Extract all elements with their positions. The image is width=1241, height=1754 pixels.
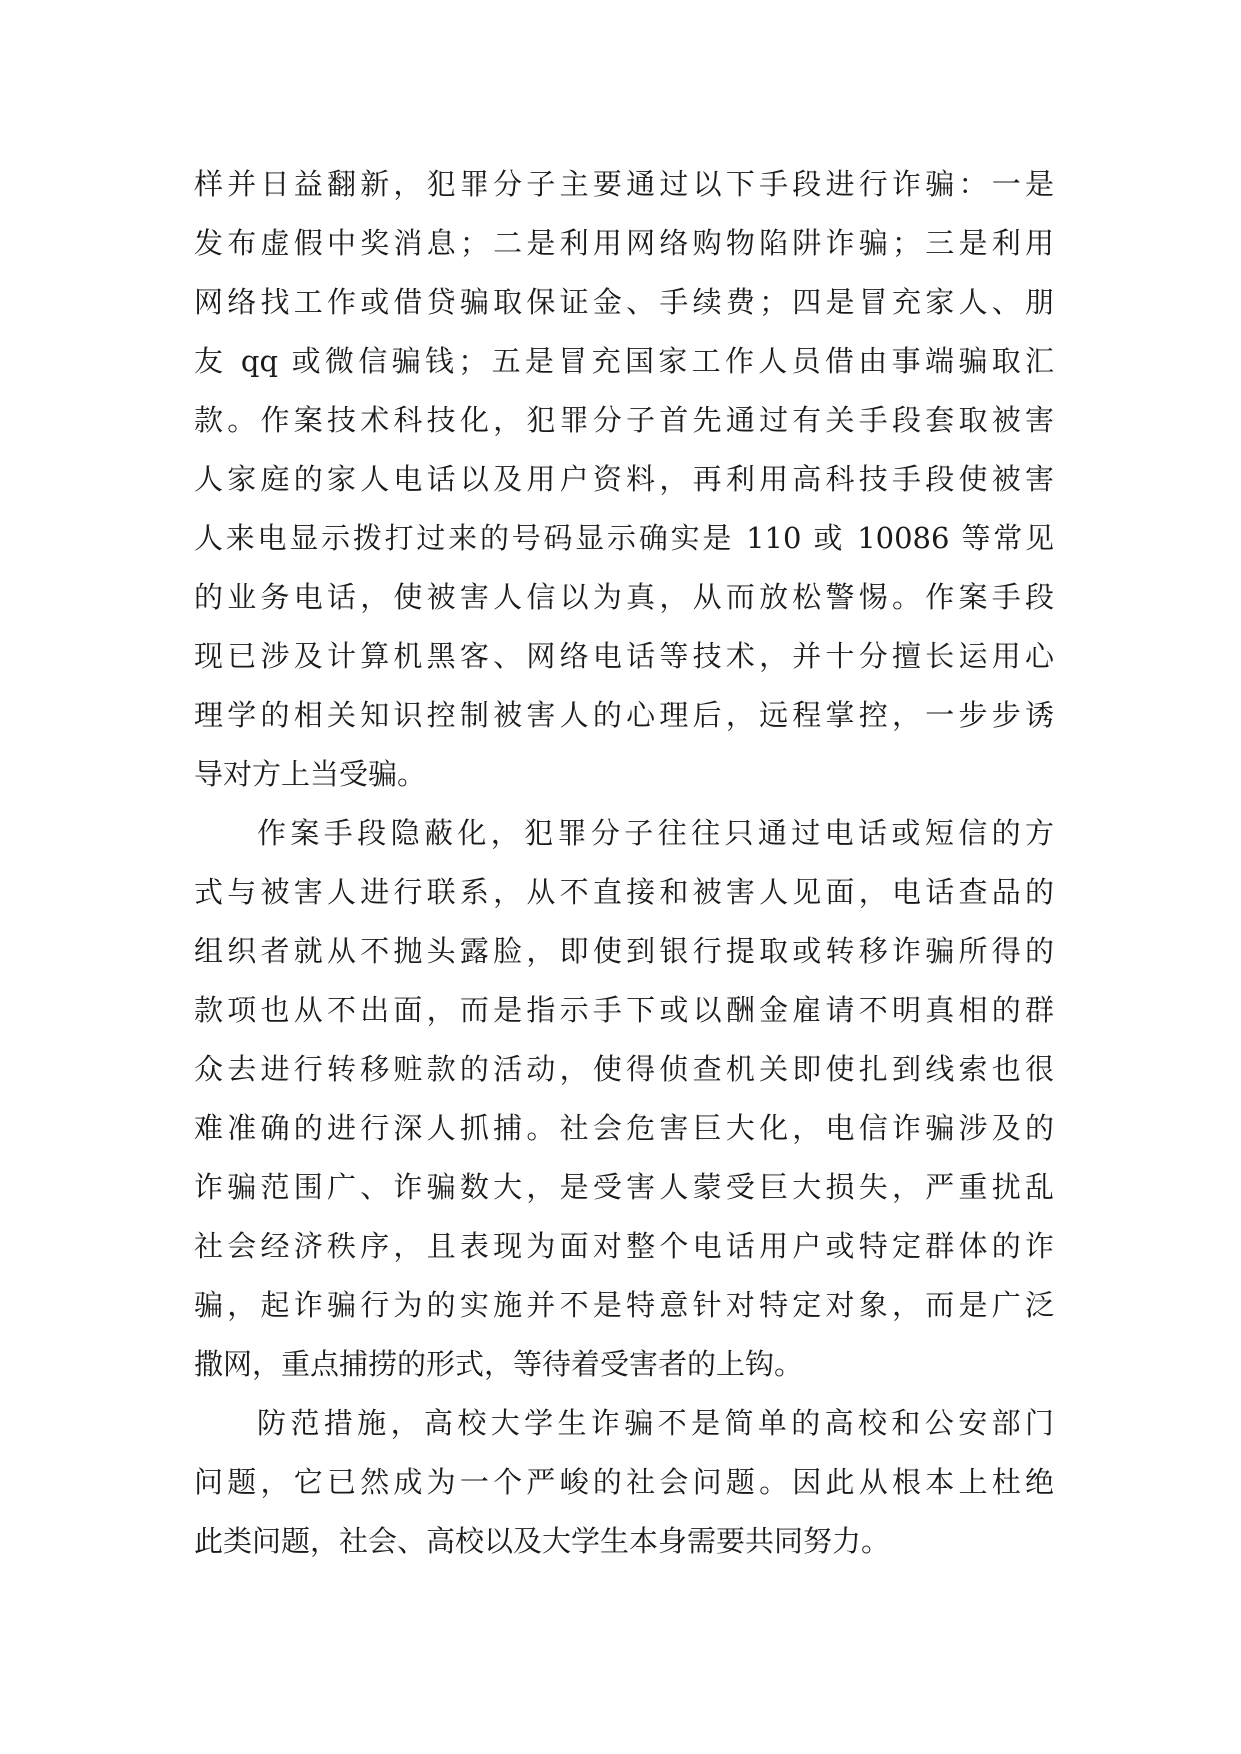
paragraph-1 — [194, 155, 1054, 804]
text-line: 难准确的进行深人抓捕。社会危害巨大化，电信诈骗涉及的 — [194, 1111, 1054, 1145]
text-line: 人家庭的家人电话以及用户资料，再利用高科技手段使被害 — [194, 462, 1054, 496]
paragraph-2 — [194, 804, 1054, 1394]
text-line: 诈骗范围广、诈骗数大，是受害人蒙受巨大损失，严重扰乱 — [194, 1170, 1054, 1204]
text-line: 款。作案技术科技化，犯罪分子首先通过有关手段套取被害 — [194, 403, 1054, 437]
text-line: 发布虚假中奖消息；二是利用网络购物陷阱诈骗；三是利用 — [194, 226, 1054, 260]
text-line: 人来电显示拨打过来的号码显示确实是 110 或 10086 等常见 — [194, 521, 1054, 555]
text-line: 作案手段隐蔽化，犯罪分子往往只通过电话或短信的方 — [257, 816, 1054, 850]
text-line: 款项也从不出面，而是指示手下或以酬金雇请不明真相的群 — [194, 993, 1054, 1027]
text-line: 样并日益翻新，犯罪分子主要通过以下手段进行诈骗：一是 — [194, 167, 1054, 201]
text-line: 导对方上当受骗。 — [194, 757, 427, 791]
text-line: 撒网，重点捕捞的形式，等待着受害者的上钩。 — [194, 1347, 804, 1381]
text-line: 组织者就从不抛头露脸，即使到银行提取或转移诈骗所得的 — [194, 934, 1054, 968]
text-line: 友 qq 或微信骗钱；五是冒充国家工作人员借由事端骗取汇 — [194, 344, 1054, 378]
text-line: 网络找工作或借贷骗取保证金、手续费；四是冒充家人、朋 — [194, 285, 1054, 319]
text-line: 问题，它已然成为一个严峻的社会问题。因此从根本上杜绝 — [194, 1465, 1054, 1499]
text-line: 此类问题，社会、高校以及大学生本身需要共同努力。 — [194, 1524, 891, 1558]
text-line: 现已涉及计算机黑客、网络电话等技术，并十分擅长运用心 — [194, 639, 1054, 673]
document-body — [194, 155, 1054, 1571]
text-line: 理学的相关知识控制被害人的心理后，远程掌控，一步步诱 — [194, 698, 1054, 732]
text-line: 式与被害人进行联系，从不直接和被害人见面，电话查品的 — [194, 875, 1054, 909]
paragraph-3 — [194, 1394, 1054, 1571]
text-line: 防范措施，高校大学生诈骗不是简单的高校和公安部门 — [257, 1406, 1054, 1440]
text-line: 众去进行转移赃款的活动，使得侦查机关即使扎到线索也很 — [194, 1052, 1054, 1086]
text-line: 的业务电话，使被害人信以为真，从而放松警惕。作案手段 — [194, 580, 1054, 614]
text-line: 骗，起诈骗行为的实施并不是特意针对特定对象，而是广泛 — [194, 1288, 1054, 1322]
text-line: 社会经济秩序，且表现为面对整个电话用户或特定群体的诈 — [194, 1229, 1054, 1263]
